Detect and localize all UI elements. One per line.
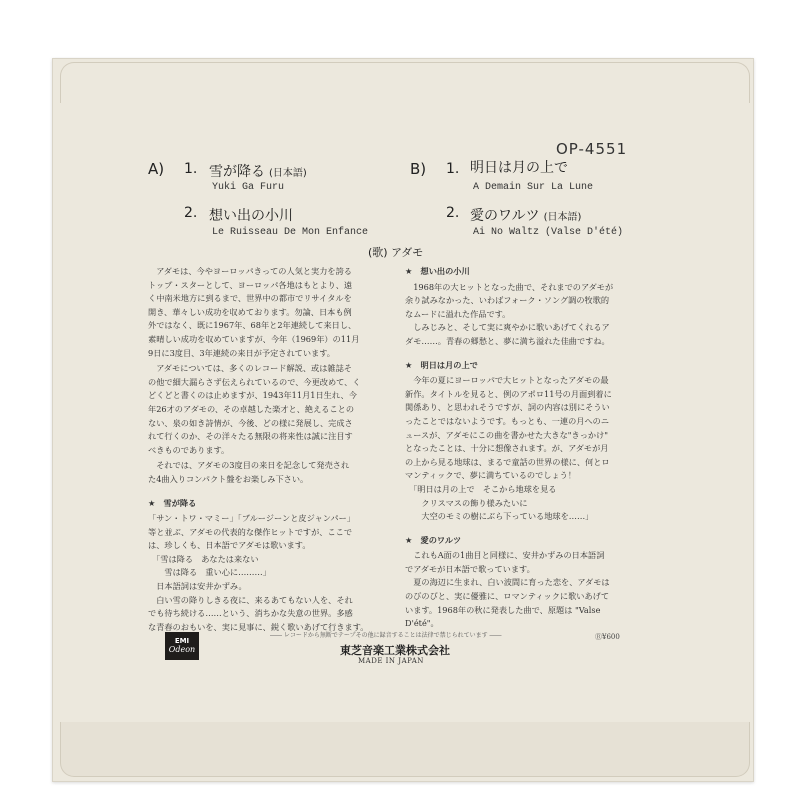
track-number: 2. [184,205,198,221]
language-note: (日本語) [269,168,307,179]
sleeve-bottom-flap [60,722,750,777]
logo-emi-text: EMI [174,637,190,645]
logo-odeon-text: Odeon [168,645,196,654]
liner-notes-right [405,265,655,631]
copyright-notice: ―― レコードから無断でテープその他に録音することは法律で禁じられています ―― [270,632,502,639]
track-number: 2. [446,205,460,221]
side-b-label: B) [410,160,427,178]
release-paragraph: それでは、アダモの3度目の来日を記念して発売され た4曲入りコンパクト盤をお楽しみ下さい。 [148,460,350,484]
catalog-number: OP-4551 [556,140,628,158]
section-heading: ★ 明日は月の上で [405,359,478,370]
sleeve-top-flap [60,62,750,103]
company-name: 東芝音楽工業株式会社 [340,644,450,657]
liner-notes-left [148,265,393,634]
singer-credit: (歌) アダモ [368,246,424,259]
price-label: Ⓡ¥600 [595,633,620,641]
section-text: これもA面の1曲目と同様に、安井かずみの日本語詞 でアダモが日本語で歌っています。 夏の海辺に生まれ、白い波間に育った恋を、アダモは のびのびと、実に優雅に、ロマンティックに歌いあげて います。1968年の秋に発表した曲で、原題は "Valse D'été"。 [405,550,610,629]
section-heading: ★ 想い出の小川 [405,266,470,276]
section-text: 今年の夏にヨーロッパで大ヒットとなったアダモの最 新作。タイトルを見ると、例のアポロ11号の月面到着に 関係あり、と思われそうですが、詞の内容は別にそうい ったことではないようです。もっとも、一連の月へのニ ュースが、アダモにこの曲を書かせた大きな"きっかけ" となったことは、十分に想像されます。が、アダモが月 の上から見る地球は、まるで童話の世界の様に、何とロ マンティックで、夢に満ちているのでしょう！ 「明日は月の上で そこから地球を見る クリスマスの飾り様みたいに 大空のモミの樹にぶら下っている地球を……」 [405,375,612,522]
track-title-jp: 明日は月の上で [470,160,568,176]
track-title-jp [209,161,307,181]
side-a-label: A) [148,160,165,178]
track-title-en: Yuki Ga Furu [212,182,285,193]
track-title-jp: 想い出の小川 [209,208,293,224]
track-title-en: Le Ruisseau De Mon Enfance [212,227,369,238]
section-heading: ★ 雪が降る [148,497,197,508]
track-number: 1. [184,161,198,177]
intro-paragraph: アダモは、今やヨーロッパきっての人気と実力を誇る トップ・スターとして、ヨーロッパ各地はもとより、遠 く中南米地方に到るまで、世界中の都市でリサイタルを 開き、華々しい成功を収めております。勿論、日本も例 外ではなく、既に1967年、68年と2年連続して来日し、 素晴しい成功を収めていますが、今年（1969年）の11月 9日に3度目、3年連続の来日が予定されています。 [148,266,360,358]
language-note: (日本語) [543,212,582,223]
section-text: 「サン・トワ・マミー」「ブルージーンと皮ジャンパー」 等と並ぶ、アダモの代表的な傑作ヒットですが、ここで は、珍しくも、日本語でアダモは歌います。 「雪は降る あなたは来ない 雪は降る 重い心に………」 日本語詞は安井かずみ。 白い雪の降りしきる夜に、来るあてもない人を、それ でも待ち続ける……という、消ちかな失意の世界。多感 な青春のおもいを、実に見事に、鋭く歌いあげて行きます。 [148,513,369,632]
section-text: 1968年の大ヒットとなった曲で、それまでのアダモが 余り試みなかった、いわばフォーク・ソング調の牧歌的 なムードに溢れた作品です。 しみじみと、そして実に爽やかに歌いあげてくれるア ダモ……。青春の郷愁と、夢に満ち溢れた佳曲ですね。 [405,281,614,346]
emi-odeon-logo [165,632,199,660]
section-heading: ★ 愛のワルツ [405,534,462,545]
track-title-en: Ai No Waltz (Valse D'été) [473,227,624,238]
track-title-jp [470,205,581,225]
track-title-text: 愛のワルツ [470,208,540,224]
made-in-label: MADE IN JAPAN [358,657,424,665]
track-title-en: A Demain Sur La Lune [473,182,594,193]
track-title-text: 雪が降る [209,164,265,180]
track-number: 1. [446,161,460,177]
adamo-paragraph: アダモについては、多くのレコード解説、或は雑誌そ の他で細大漏らさず伝えられているので、今更改めて、く どくどと書くのは止めますが、1943年11月1日生れ、今 年26才のアダモの、その卓越した楽才と、絶えることの ない、泉の如き詩情が、今後、どの様に発展し、完成さ れて行くのか、その洋々たる無限の将来性は誠に注目す べきものであります。 [148,363,361,455]
